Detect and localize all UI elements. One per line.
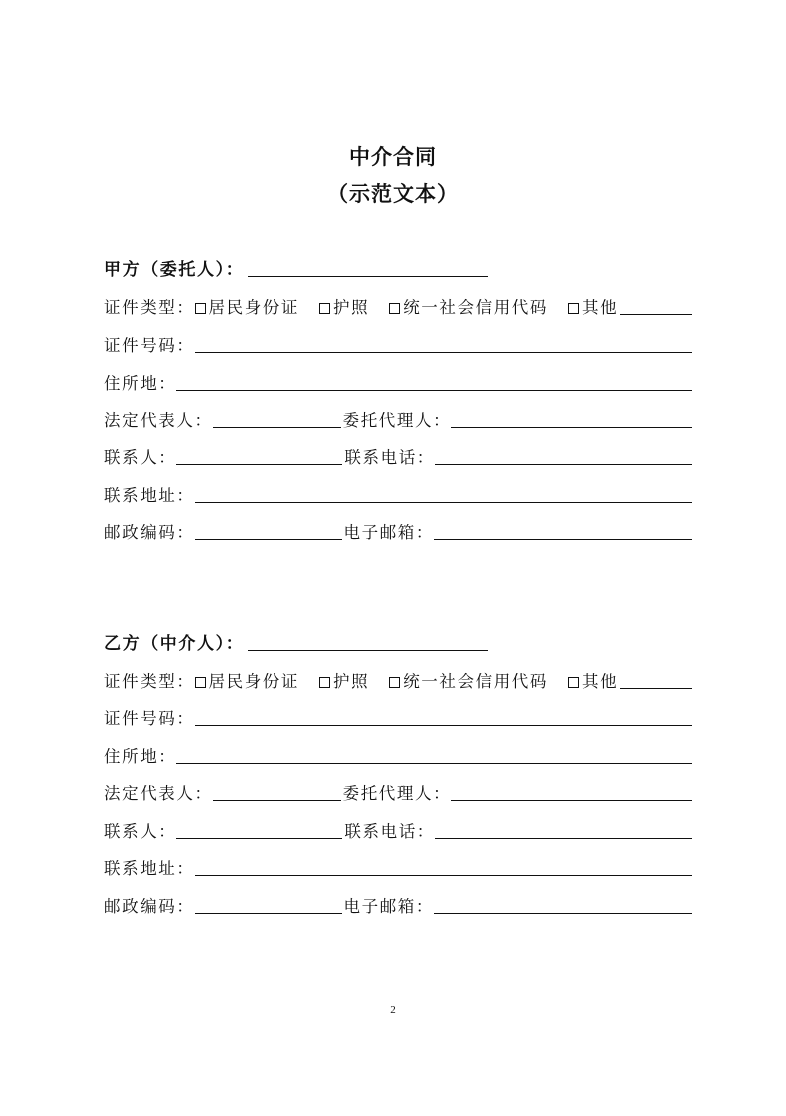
party-b-id-number-row xyxy=(104,707,692,729)
party-a-contact-address-row xyxy=(104,484,692,506)
contact-address-field[interactable] xyxy=(195,501,693,503)
party-b-postcode-row xyxy=(104,895,692,917)
contact-address-label: 联系地址： xyxy=(104,859,195,878)
checkbox-icon[interactable] xyxy=(195,303,206,314)
party-a-id-number-row xyxy=(104,334,692,356)
id-option-credit-code[interactable]: 统一社会信用代码 xyxy=(389,298,548,318)
id-option-passport[interactable]: 护照 xyxy=(319,298,369,318)
party-a-contact-row xyxy=(104,446,692,468)
id-number-field[interactable] xyxy=(195,351,693,353)
contact-label: 联系人： xyxy=(104,448,177,467)
phone-label: 联系电话： xyxy=(344,822,435,841)
id-number-label: 证件号码： xyxy=(104,336,195,355)
party-b-address-row xyxy=(104,745,692,767)
checkbox-icon[interactable] xyxy=(195,677,206,688)
party-a-address-row xyxy=(104,372,692,394)
party-a-rep-row xyxy=(104,409,692,431)
id-number-label: 证件号码： xyxy=(104,709,195,728)
party-b-contact-row xyxy=(104,820,692,842)
email-field[interactable] xyxy=(434,538,692,540)
postcode-label: 邮政编码： xyxy=(104,897,195,916)
legal-rep-field[interactable] xyxy=(213,799,341,801)
id-type-label: 证件类型： xyxy=(104,298,195,317)
party-a-name-field[interactable] xyxy=(248,275,488,277)
id-option-resident-card[interactable]: 居民身份证 xyxy=(195,298,300,318)
email-label: 电子邮箱： xyxy=(343,523,434,542)
phone-field[interactable] xyxy=(435,463,692,465)
contact-label: 联系人： xyxy=(104,822,177,841)
agent-label: 委托代理人： xyxy=(342,784,452,803)
checkbox-icon[interactable] xyxy=(389,677,400,688)
id-other-field[interactable] xyxy=(620,687,692,689)
phone-label: 联系电话： xyxy=(344,448,435,467)
contact-field[interactable] xyxy=(176,837,342,839)
agent-field[interactable] xyxy=(451,426,692,428)
id-type-label: 证件类型： xyxy=(104,672,195,691)
contact-field[interactable] xyxy=(176,463,342,465)
legal-rep-label: 法定代表人： xyxy=(104,784,213,803)
checkbox-icon[interactable] xyxy=(319,677,330,688)
contact-address-field[interactable] xyxy=(195,874,693,876)
party-a-postcode-row xyxy=(104,521,692,543)
postcode-label: 邮政编码： xyxy=(104,523,195,542)
party-b-contact-address-row xyxy=(104,857,692,879)
checkbox-icon[interactable] xyxy=(568,303,579,314)
postcode-field[interactable] xyxy=(195,538,342,540)
page-number: 2 xyxy=(390,1004,396,1016)
id-option-other[interactable]: 其他 xyxy=(568,298,618,318)
address-label: 住所地： xyxy=(104,374,177,393)
email-label: 电子邮箱： xyxy=(343,897,434,916)
agent-field[interactable] xyxy=(451,799,692,801)
legal-rep-label: 法定代表人： xyxy=(104,411,213,430)
party-b-row xyxy=(104,632,692,654)
address-field[interactable] xyxy=(176,389,692,391)
id-number-field[interactable] xyxy=(195,724,693,726)
party-b-name-field[interactable] xyxy=(248,649,488,651)
email-field[interactable] xyxy=(434,912,692,914)
postcode-field[interactable] xyxy=(195,912,342,914)
party-b-id-type-row xyxy=(104,670,692,692)
id-option-resident-card[interactable]: 居民身份证 xyxy=(195,672,300,692)
checkbox-icon[interactable] xyxy=(319,303,330,314)
contact-address-label: 联系地址： xyxy=(104,486,195,505)
id-option-other[interactable]: 其他 xyxy=(568,672,618,692)
checkbox-icon[interactable] xyxy=(568,677,579,688)
party-a-label: 甲方（委托人）： xyxy=(104,260,245,280)
address-label: 住所地： xyxy=(104,747,177,766)
checkbox-icon[interactable] xyxy=(389,303,400,314)
document-subtitle: （示范文本） xyxy=(327,182,459,206)
phone-field[interactable] xyxy=(435,837,692,839)
party-a-id-type-row xyxy=(104,296,692,318)
id-option-passport[interactable]: 护照 xyxy=(319,672,369,692)
address-field[interactable] xyxy=(176,762,692,764)
agent-label: 委托代理人： xyxy=(342,411,452,430)
legal-rep-field[interactable] xyxy=(213,426,341,428)
party-b-label: 乙方（中介人）： xyxy=(104,634,245,654)
document-title: 中介合同 xyxy=(349,145,437,169)
party-a-row xyxy=(104,258,692,280)
id-other-field[interactable] xyxy=(620,313,692,315)
party-b-rep-row xyxy=(104,782,692,804)
id-option-credit-code[interactable]: 统一社会信用代码 xyxy=(389,672,548,692)
